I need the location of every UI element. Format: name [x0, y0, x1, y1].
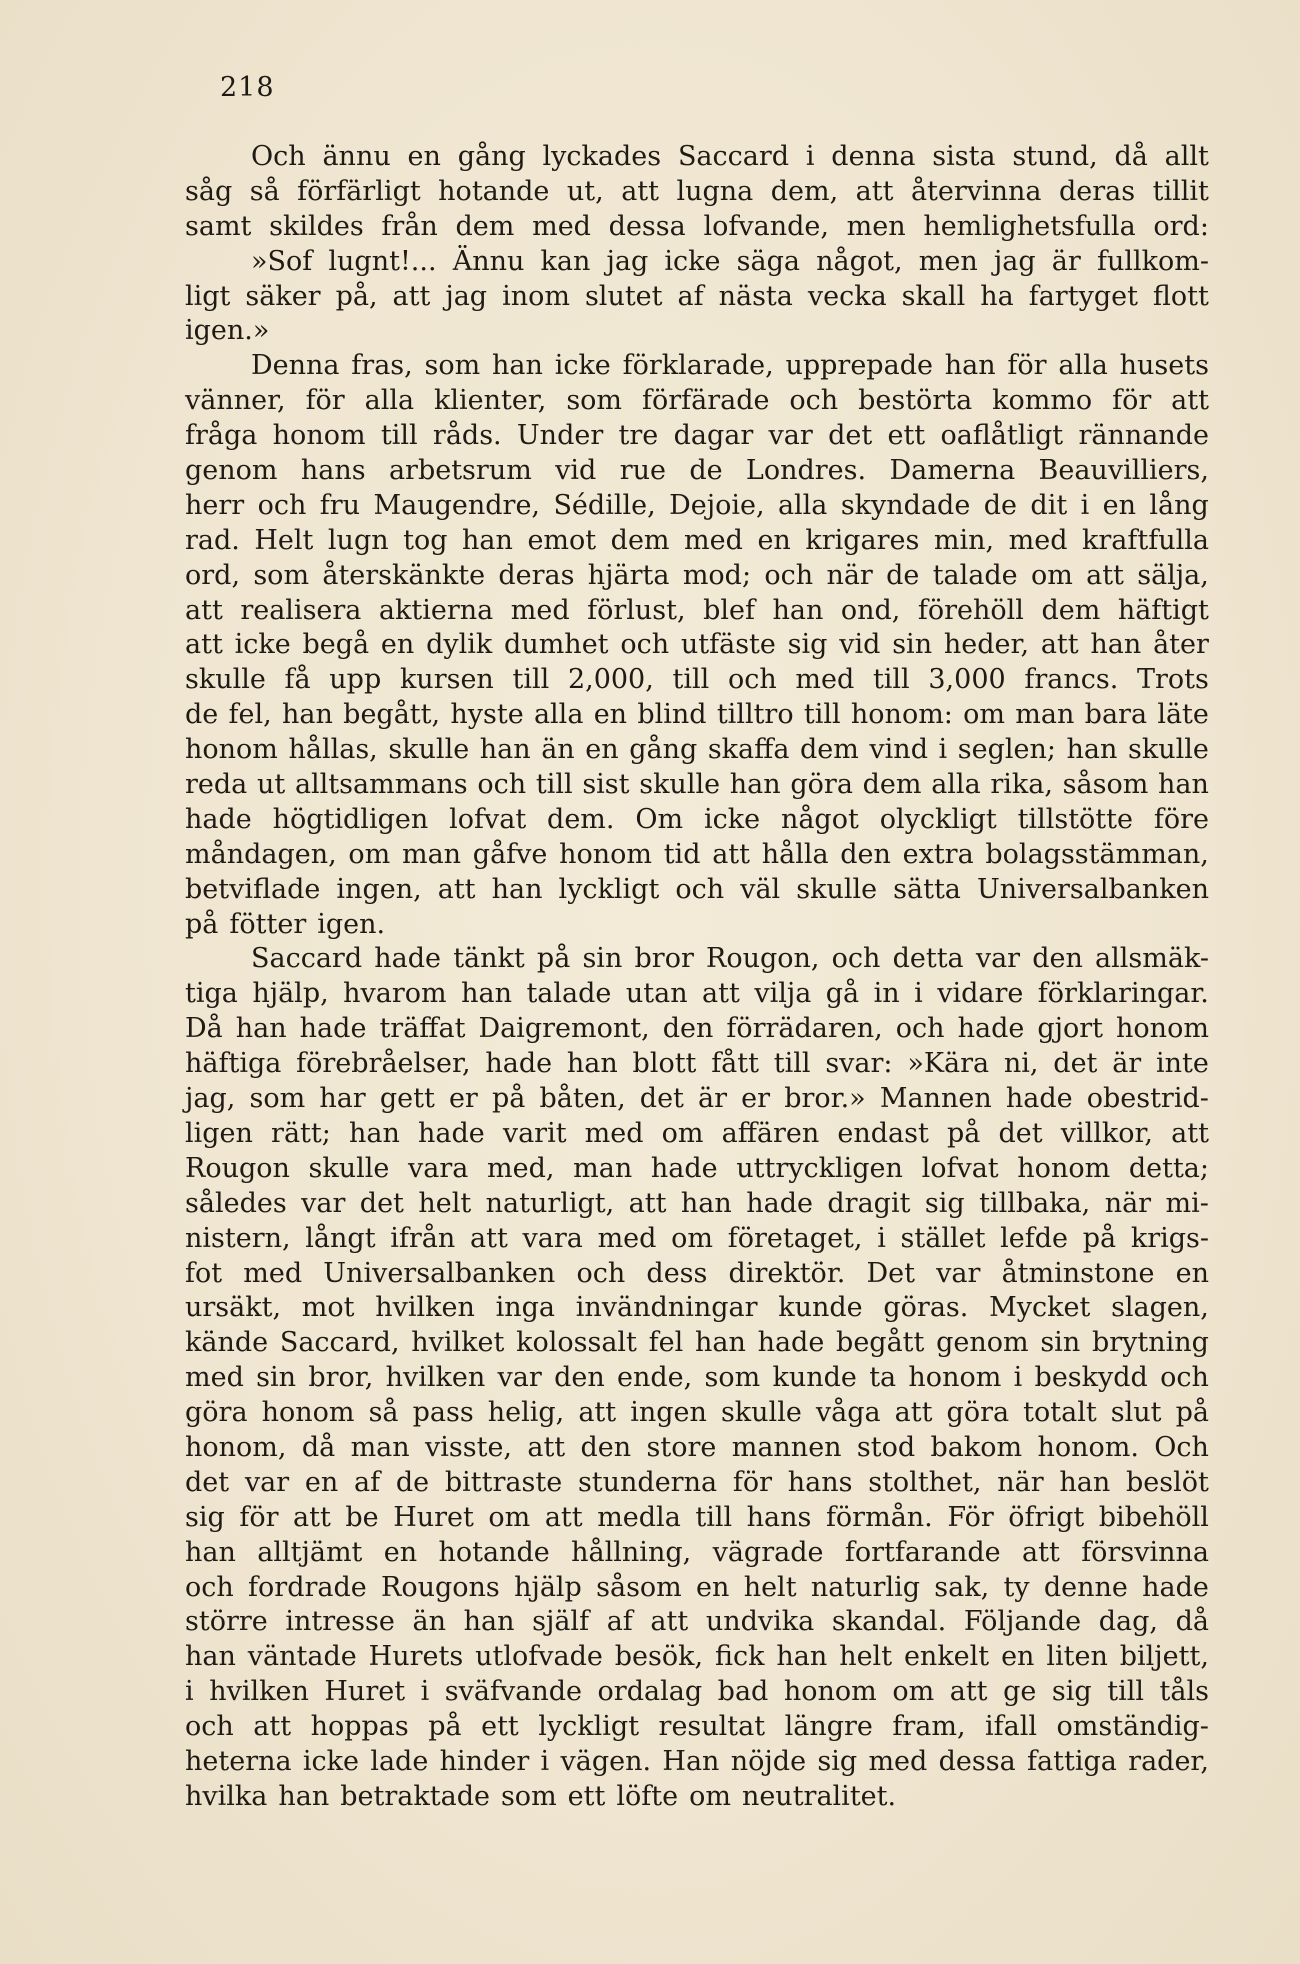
text-line: såg så förfärligt hotande ut, att lugna dem, att återvinna deras tillit	[185, 175, 1209, 207]
page-number: 218	[220, 72, 275, 103]
text-line: att icke begå en dylik dumhet och utfäste sig vid sin heder, att han åter	[185, 629, 1209, 661]
text-line: nistern, långt ifrån att vara med om företaget, i stället lefde på krigs-	[185, 1222, 1209, 1254]
text-line: »Sof lugnt!... Ännu kan jag icke säga något, men jag är fullkom-	[251, 245, 1209, 277]
text-line: skulle få upp kursen till 2,000, till och med till 3,000 francs. Trots	[185, 664, 1209, 696]
text-line: Rougon skulle vara med, man hade uttryckligen lofvat honom detta;	[185, 1152, 1209, 1184]
text-line: vänner, för alla klienter, som förfärade och bestörta kommo för att	[185, 385, 1209, 417]
text-line: ord, som återskänkte deras hjärta mod; och när de talade om att sälja,	[185, 559, 1209, 591]
text-line: sig för att be Huret om att medla till hans förmån. För öfrigt bibehöll	[185, 1501, 1209, 1533]
text-line: ursäkt, mot hvilken inga invändningar kunde göras. Mycket slagen,	[185, 1292, 1209, 1324]
text-line: Denna fras, som han icke förklarade, upprepade han för alla husets	[251, 350, 1209, 382]
text-line: tiga hjälp, hvarom han talade utan att vilja gå in i vidare förklaringar.	[185, 978, 1209, 1010]
text-line: hvilka han betraktade som ett löfte om neutralitet.	[185, 1780, 897, 1812]
text-line: reda ut alltsammans och till sist skulle han göra dem alla rika, såsom han	[185, 769, 1209, 801]
text-line: ligen rätt; han hade varit med om affären endast på det villkor, att	[185, 1117, 1209, 1149]
text-line: fråga honom till råds. Under tre dagar var det ett oaflåtligt rännande	[185, 420, 1209, 452]
text-line: herr och fru Maugendre, Sédille, Dejoie, alla skyndade de dit i en lång	[185, 489, 1209, 521]
text-line: häftiga förebråelser, hade han blott fått till svar: »Kära ni, det är inte	[185, 1048, 1209, 1080]
text-line: att realisera aktierna med förlust, blef han ond, förehöll dem häftigt	[185, 594, 1209, 626]
text-line: kände Saccard, hvilket kolossalt fel han hade begått genom sin brytning	[185, 1327, 1209, 1359]
text-line: Saccard hade tänkt på sin bror Rougon, och detta var den allsmäk-	[251, 943, 1209, 975]
text-line: samt skildes från dem med dessa lofvande, men hemlighetsfulla ord:	[185, 210, 1209, 242]
text-line: Då han hade träffat Daigremont, den förrädaren, och hade gjort honom	[185, 1013, 1209, 1045]
text-line: och fordrade Rougons hjälp såsom en helt naturlig sak, ty denne hade	[185, 1571, 1209, 1603]
text-line: göra honom så pass helig, att ingen skulle våga att göra totalt slut på	[185, 1397, 1209, 1429]
text-line: Och ännu en gång lyckades Saccard i denna sista stund, då allt	[251, 141, 1209, 172]
text-line: således var det helt naturligt, att han hade dragit sig tillbaka, när mi-	[185, 1187, 1209, 1219]
text-line: heterna icke lade hinder i vägen. Han nöjde sig med dessa fattiga rader,	[185, 1745, 1209, 1777]
body-text	[185, 140, 1209, 1815]
text-line: honom, då man visste, att den store mannen stod bakom honom. Och	[185, 1431, 1209, 1463]
text-line: de fel, han begått, hyste alla en blind tilltro till honom: om man bara läte	[185, 699, 1209, 731]
text-line: honom hållas, skulle han än en gång skaffa dem vind i seglen; han skulle	[185, 734, 1209, 766]
text-line: större intresse än han själf af att undvika skandal. Följande dag, då	[185, 1606, 1209, 1638]
text-line: genom hans arbetsrum vid rue de Londres. Damerna Beauvilliers,	[185, 455, 1209, 487]
text-line: rad. Helt lugn tog han emot dem med en krigares min, med kraftfulla	[185, 524, 1209, 556]
text-line: jag, som har gett er på båten, det är er bror.» Mannen hade obestrid-	[185, 1083, 1209, 1115]
text-line: hade högtidligen lofvat dem. Om icke något olyckligt tillstötte före	[185, 803, 1209, 835]
text-line: i hvilken Huret i sväfvande ordalag bad honom om att ge sig till tåls	[185, 1676, 1209, 1708]
text-line: fot med Universalbanken och dess direktör. Det var åtminstone en	[185, 1257, 1209, 1289]
text-line: han alltjämt en hotande hållning, vägrade fortfarande att försvinna	[185, 1536, 1209, 1568]
text-line: med sin bror, hvilken var den ende, som kunde ta honom i beskydd och	[185, 1362, 1209, 1394]
text-line: betviflade ingen, att han lyckligt och väl skulle sätta Universalbanken	[185, 873, 1209, 905]
text-line: på fötter igen.	[185, 908, 386, 940]
text-line: ligt säker på, att jag inom slutet af nästa vecka skall ha fartyget flott	[185, 280, 1209, 312]
text-line: och att hoppas på ett lyckligt resultat längre fram, ifall omständig-	[185, 1711, 1209, 1743]
text-line: igen.»	[185, 315, 270, 347]
text-line: det var en af de bittraste stunderna för hans stolthet, när han beslöt	[185, 1466, 1209, 1498]
text-line: han väntade Hurets utlofvade besök, fick han helt enkelt en liten biljett,	[185, 1641, 1209, 1673]
text-line: måndagen, om man gåfve honom tid att hålla den extra bolagsstämman,	[185, 838, 1209, 870]
